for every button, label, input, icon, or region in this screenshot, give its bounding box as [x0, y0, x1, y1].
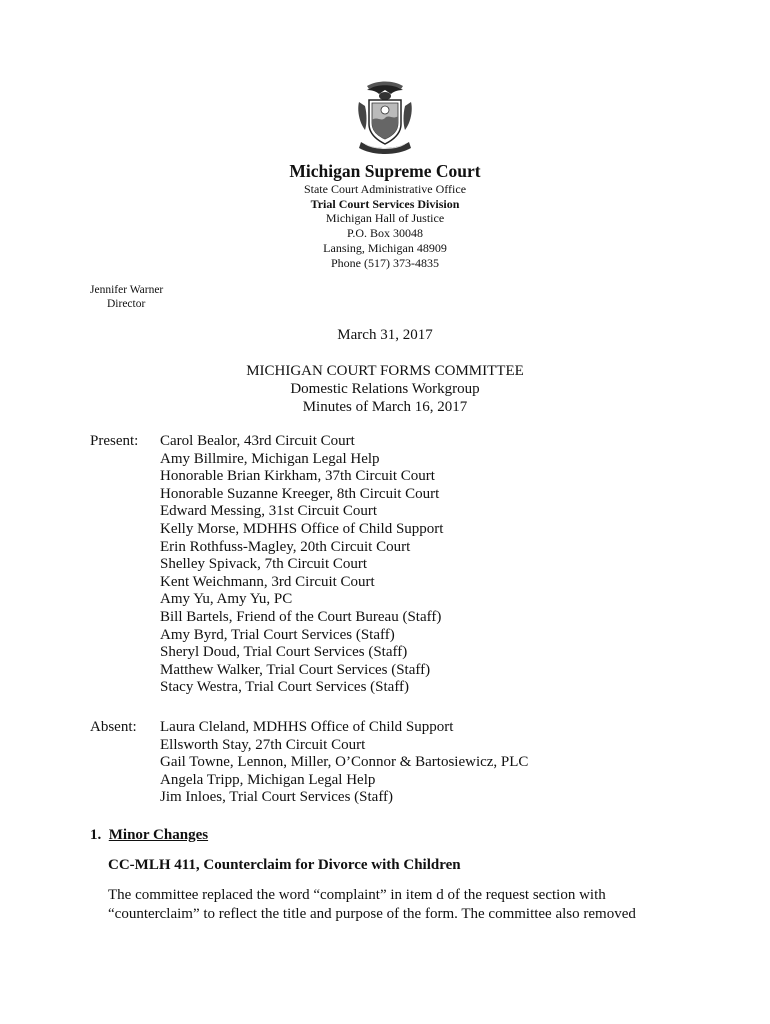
building-name: Michigan Hall of Justice: [325, 211, 445, 226]
body-paragraph: [108, 886, 668, 923]
list-item: Amy Byrd, Trial Court Services (Staff): [160, 626, 395, 643]
paragraph-line: The committee replaced the word “complaint” in item d of the request section with: [108, 887, 606, 903]
present-label: Present:: [90, 433, 139, 449]
director-name: Jennifer Warner: [90, 284, 164, 296]
list-item: Angela Tripp, Michigan Legal Help: [160, 771, 376, 788]
list-item: Kelly Morse, MDHHS Office of Child Support: [160, 520, 444, 537]
director-title: Director: [107, 298, 146, 310]
list-item: Laura Cleland, MDHHS Office of Child Support: [160, 719, 454, 735]
minutes-title: Minutes of March 16, 2017: [302, 399, 468, 415]
phone-number: Phone (517) 373-4835: [331, 255, 439, 270]
list-item: Edward Messing, 31st Circuit Court: [160, 503, 378, 520]
list-item: Erin Rothfuss-Magley, 20th Circuit Court: [160, 538, 411, 555]
court-name: Michigan Supreme Court: [289, 161, 481, 181]
list-item: Gail Towne, Lennon, Miller, O’Connor & Bartosiewicz, PLC: [160, 754, 529, 771]
list-item: Bill Bartels, Friend of the Court Bureau (Staff): [160, 608, 442, 625]
list-item: Ellsworth Stay, 27th Circuit Court: [160, 736, 366, 753]
section-number: 1.: [90, 827, 102, 843]
list-item: Amy Billmire, Michigan Legal Help: [160, 450, 380, 467]
workgroup-name: Domestic Relations Workgroup: [290, 381, 480, 397]
list-item: Amy Yu, Amy Yu, PC: [160, 591, 293, 608]
list-item: Honorable Brian Kirkham, 37th Circuit Court: [160, 468, 435, 485]
list-item: Jim Inloes, Trial Court Services (Staff): [160, 789, 394, 806]
list-item: Carol Bealor, 43rd Circuit Court: [160, 433, 355, 449]
list-item: Matthew Walker, Trial Court Services (Staff): [160, 661, 431, 678]
paragraph-line: “counterclaim” to reflect the title and purpose of the form. The committee also removed: [108, 905, 636, 922]
present-list: [160, 433, 443, 697]
letterhead: [185, 160, 585, 270]
list-item: Sheryl Doud, Trial Court Services (Staff): [160, 644, 408, 661]
michigan-state-seal-icon: [353, 80, 417, 160]
city-address: Lansing, Michigan 48909: [323, 240, 447, 255]
absent-list: [160, 719, 528, 807]
section-title: Minor Changes: [108, 827, 209, 843]
po-box: P.O. Box 30048: [346, 226, 423, 241]
division-name: Trial Court Services Division: [310, 196, 460, 211]
form-subheading: CC-MLH 411, Counterclaim for Divorce with Children: [108, 857, 461, 873]
list-item: Honorable Suzanne Kreeger, 8th Circuit Court: [160, 485, 440, 502]
committee-heading: [185, 362, 585, 416]
list-item: Stacy Westra, Trial Court Services (Staff): [160, 679, 410, 696]
absent-label: Absent:: [90, 719, 137, 735]
list-item: Shelley Spivack, 7th Circuit Court: [160, 556, 368, 573]
section-heading: [90, 826, 208, 844]
director-block: [90, 283, 163, 311]
list-item: Kent Weichmann, 3rd Circuit Court: [160, 573, 375, 590]
office-name: State Court Administrative Office: [303, 182, 467, 196]
document-date: March 31, 2017: [337, 327, 433, 343]
committee-name: MICHIGAN COURT FORMS COMMITTEE: [246, 363, 524, 379]
